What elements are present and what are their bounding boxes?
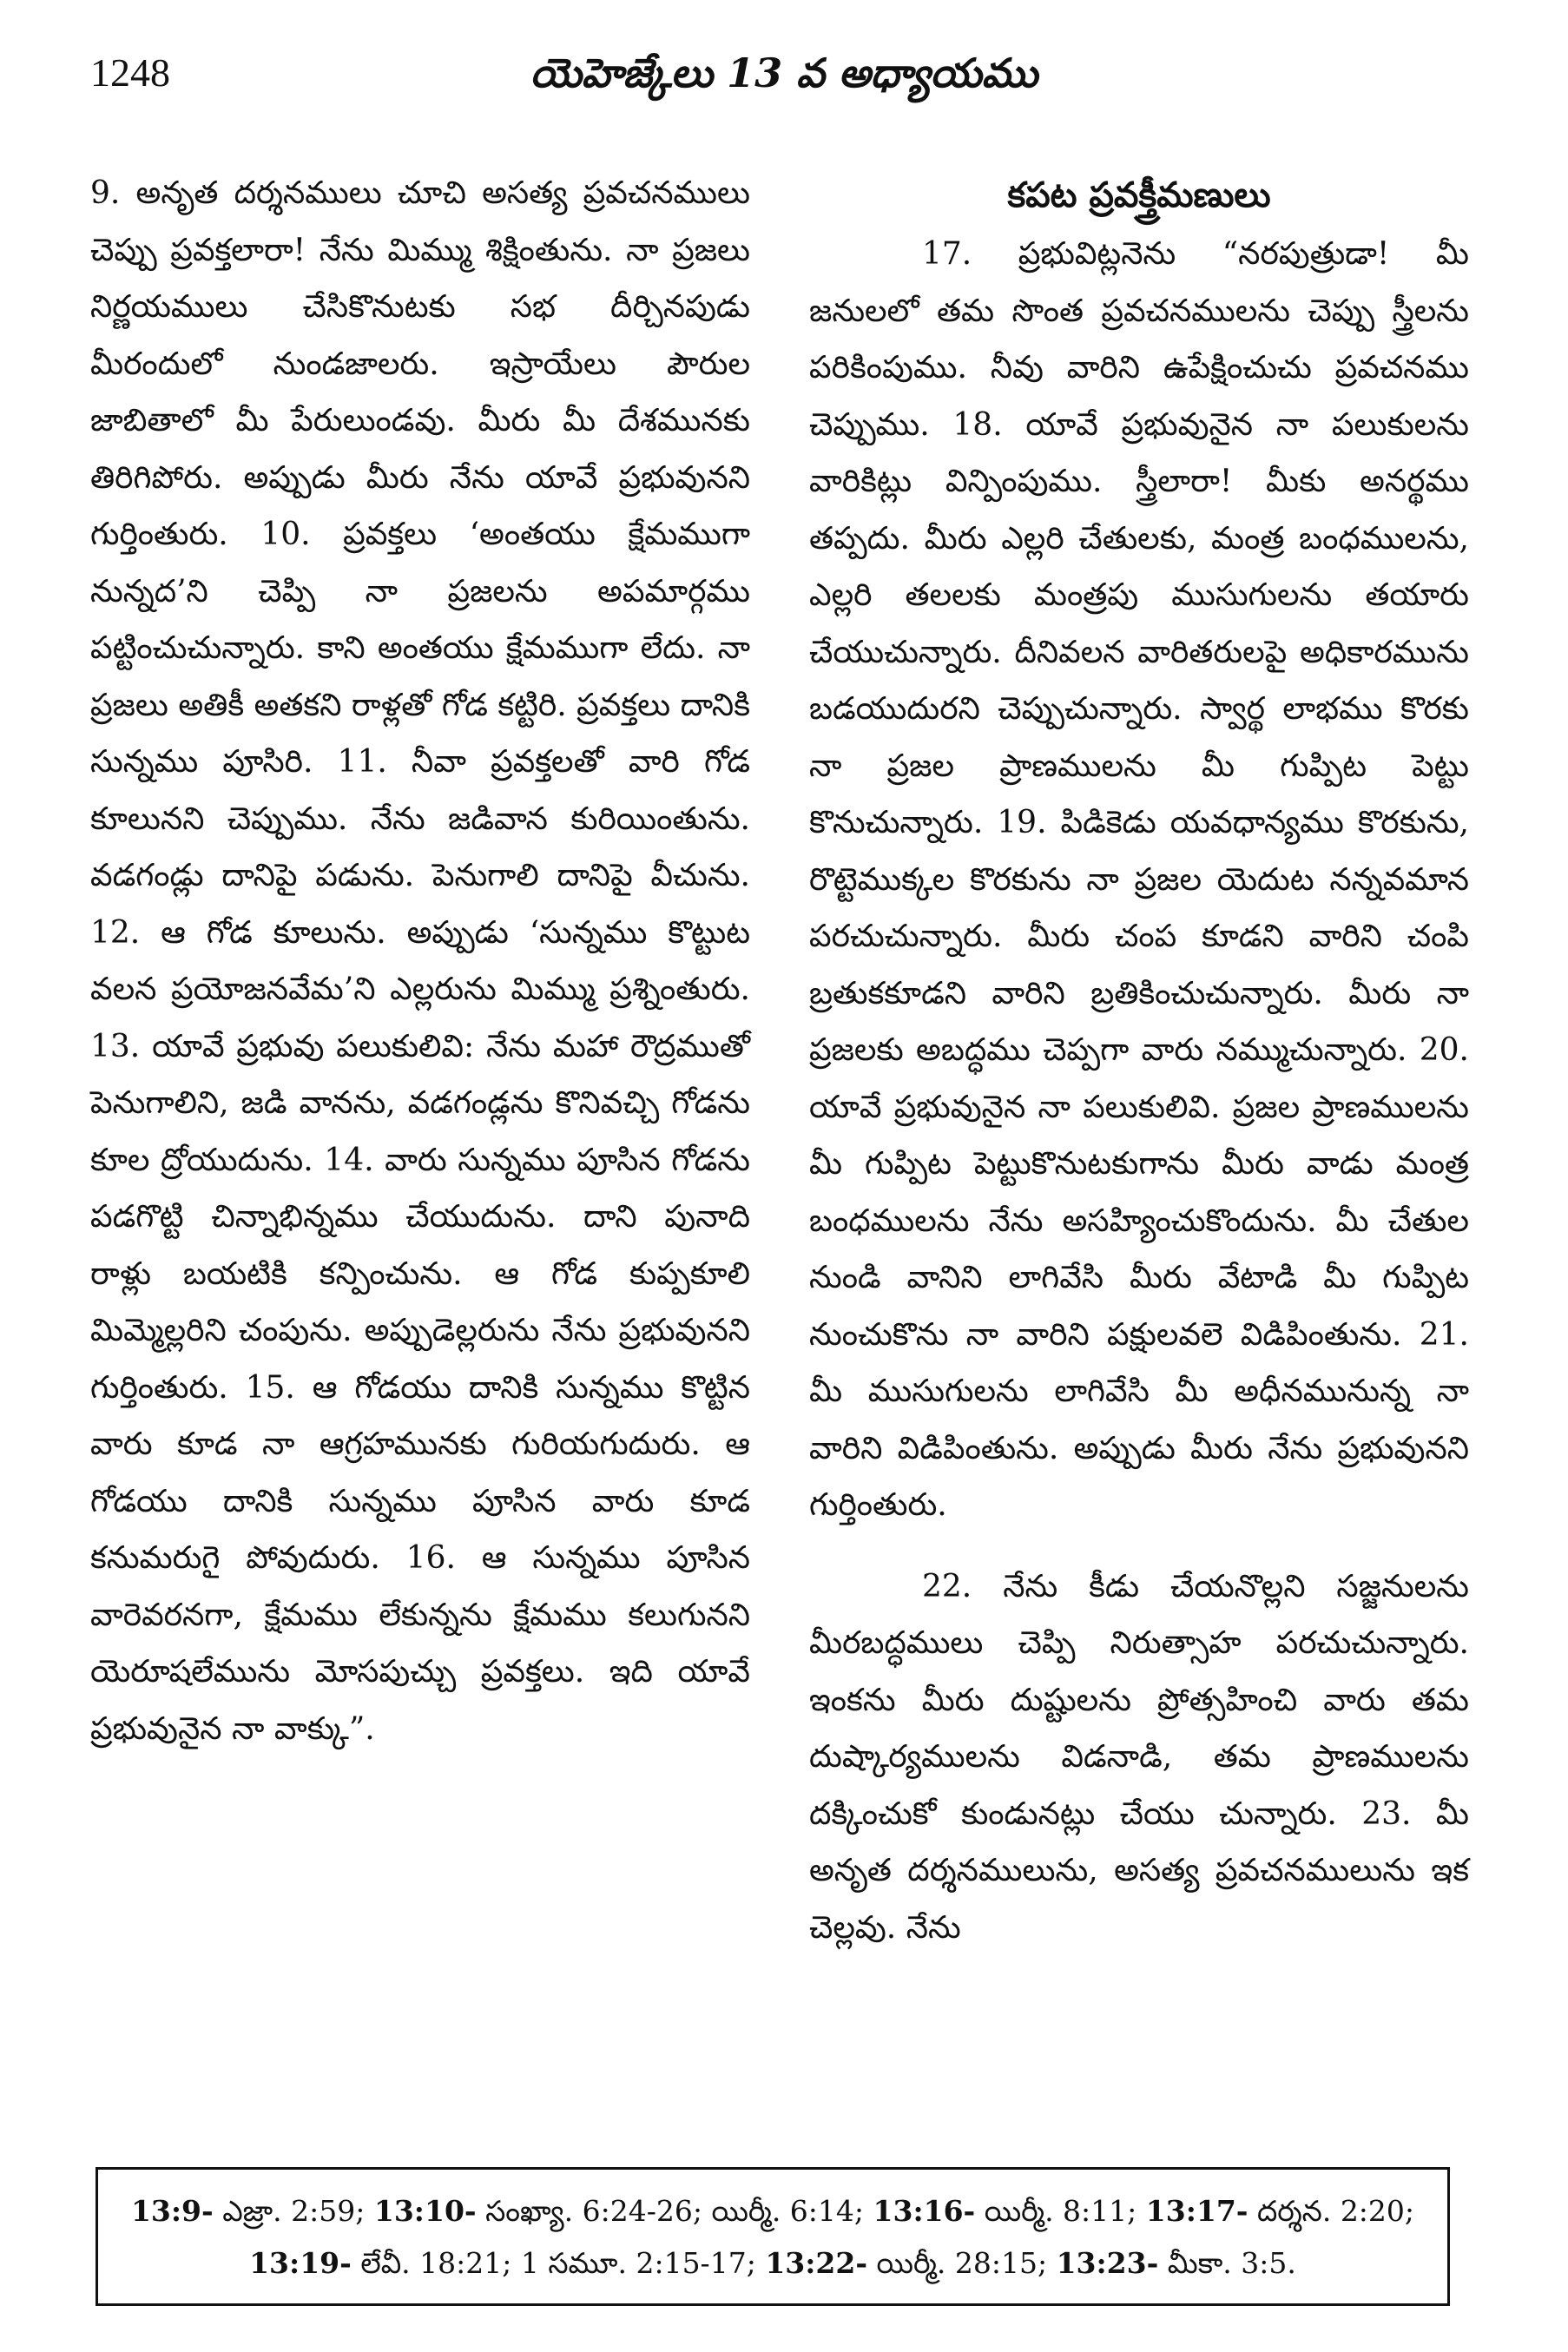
right-paragraph-1: 17. ప్రభువిట్లనెను “నరపుత్రుడా! మీ జనులలో తమ సొంత ప్రవచనములను చెప్పు స్త్రీలను పరికింపుము. నీవు వారిని ఉపేక్షించుచు ప్రవచనము చెప్పుము. 18. యావే ప్రభువునైన నా పలుకులను వారికిట్లు విన్పింపుము. స్త్రీలారా! మీకు అనర్థము తప్పదు. మీరు ఎల్లరి చేతులకు, మంత్ర బంధములను, ఎల్లరి తలలకు మంత్రపు ముసుగులను తయారు చేయుచున్నారు. దీనివలన వారితరులపై అధికారమును బడయుదురని చెప్పుచున్నారు. స్వార్థ లాభము కొరకు నా ప్రజల ప్రాణములను మీ గుప్పిట పెట్టు కొనుచున్నారు. 19. పిడికెడు యవధాన్యము కొరకును, రొట్టెముక్కల కొరకును నా ప్రజల యెదుట నన్నవమాన పరచుచున్నారు. మీరు చంప కూడని వారిని చంపి బ్రతుకకూడని వారిని బ్రతికించుచున్నారు. మీరు నా ప్రజలకు అబద్ధము చెప్పగా వారు నమ్ముచున్నారు. 20. యావే ప్రభువునైన నా పలుకులివి. ప్రజల ప్రాణములను మీ గుప్పిట పెట్టుకొనుటకుగాను మీరు వాడు మంత్ర బంధములను నేను అసహ్యించుకొందును. మీ చేతుల నుండి వానిని లాగివేసి మీరు వేటాడి మీ గుప్పిట నుంచుకొను నా వారిని పక్షులవలె విడిపింతును. 21. మీ ముసుగులను లాగివేసి మీ అధీనమునున్న నా వారిని విడిపింతును. అప్పుడు మీరు నేను ప్రభువునని గుర్తింతురు. [809,236,1469,1523]
footnote-text: ఎజ్రా. 2:59; [213,2194,374,2228]
footnote-ref: 13:9- [130,2194,214,2228]
right-column [809,165,1469,1956]
page-number: 1248 [90,50,170,95]
footnote-text: యిర్మీ. 28:15; [867,2246,1057,2280]
footnote-ref: 13:17- [1145,2194,1248,2228]
footnote-ref: 13:10- [373,2194,477,2228]
footnote-ref: 13:23- [1056,2246,1159,2280]
paragraph-gap [809,1534,1469,1558]
footnote-text: లేవీ. 18:21; 1 సమూ. 2:15-17; [351,2246,766,2280]
footnote-ref: 13:16- [873,2194,976,2228]
page-header [90,38,1478,108]
running-title: యెహెజ్కేలు 13 వ అధ్యాయము [530,49,1038,96]
cross-reference-box [96,2167,1450,2306]
footnote-ref: 13:22- [765,2246,868,2280]
footnote-text: మీకా. 3:5. [1158,2246,1296,2280]
footnote-text: దర్శన. 2:20; [1248,2194,1415,2228]
left-column [90,165,750,1757]
footnote-text: సంఖ్యా. 6:24-26; యిర్మీ. 6:14; [476,2194,873,2228]
footnote-text: యిర్మీ. 8:11; [975,2194,1146,2228]
right-paragraph-2: 22. నేను కీడు చేయనొల్లని సజ్జనులను మీరబద్ధములు చెప్పి నిరుత్సాహ పరచుచున్నారు. ఇంకను మీరు దుష్టులను ప్రోత్సహించి వారు తమ దుష్కార్యములను విడనాడి, తమ ప్రాణములను దక్కించుకో కుండునట్లు చేయు చున్నారు. 23. మీ అనృత దర్శనములును, అసత్య ప్రవచనములును ఇక చెల్లవు. నేను [809,1568,1469,1946]
section-heading: కపట ప్రవక్త్రీమణులు [1007,175,1271,215]
body-columns [90,165,1478,1946]
left-paragraph: 9. అనృత దర్శనములు చూచి అసత్య ప్రవచనములు చెప్పు ప్రవక్తలారా! నేను మిమ్ము శిక్షింతును. నా ప్రజలు నిర్ణయములు చేసికొనుటకు సభ దీర్చినపుడు మీరందులో నుండజాలరు. ఇస్రాయేలు పౌరుల జాబితాలో మీ పేరులుండవు. మీరు మీ దేశమునకు తిరిగిపోరు. అప్పుడు మీరు నేను యావే ప్రభువునని గుర్తింతురు. 10. ప్రవక్తలు ‘అంతయు క్షేమముగా నున్నద’ని చెప్పి నా ప్రజలను అపమార్గము పట్టించుచున్నారు. కాని అంతయు క్షేమముగా లేదు. నా ప్రజలు అతికీ అతకని రాళ్లతో గోడ కట్టిరి. ప్రవక్తలు దానికి సున్నము పూసిరి. 11. నీవా ప్రవక్తలతో వారి గోడ కూలునని చెప్పుము. నేను జడివాన కురియింతును. వడగండ్లు దానిపై పడును. పెనుగాలి దానిపై వీచును. 12. ఆ గోడ కూలును. అప్పుడు ‘సున్నము కొట్టుట వలన ప్రయోజనవేమ’ని ఎల్లరును మిమ్ము ప్రశ్నింతురు. 13. యావే ప్రభువు పలుకులివి: నేను మహా రౌద్రముతో పెనుగాలిని, జడి వానను, వడగండ్లను కొనివచ్చి గోడను కూల ద్రోయుదును. 14. వారు సున్నము పూసిన గోడను పడగొట్టి చిన్నాభిన్నము చేయుదును. దాని పునాది రాళ్లు బయటికి కన్పించును. ఆ గోడ కుప్పకూలి మిమ్మెల్లరిని చంపును. అప్పుడెల్లరును నేను ప్రభువునని గుర్తింతురు. 15. ఆ గోడయు దానికి సున్నము కొట్టిన వారు కూడ నా ఆగ్రహమునకు గురియగుదురు. ఆ గోడయు దానికి సున్నము పూసిన వారు కూడ కనుమరుగై పోవుదురు. 16. ఆ సున్నము పూసిన వారెవరనగా, క్షేమము లేకున్నను క్షేమము కలుగునని యెరూషలేమును మోసపుచ్చు ప్రవక్తలు. ఇది యావే ప్రభువునైన నా వాక్కు”. [90,175,750,1747]
footnote-ref: 13:19- [249,2246,352,2280]
